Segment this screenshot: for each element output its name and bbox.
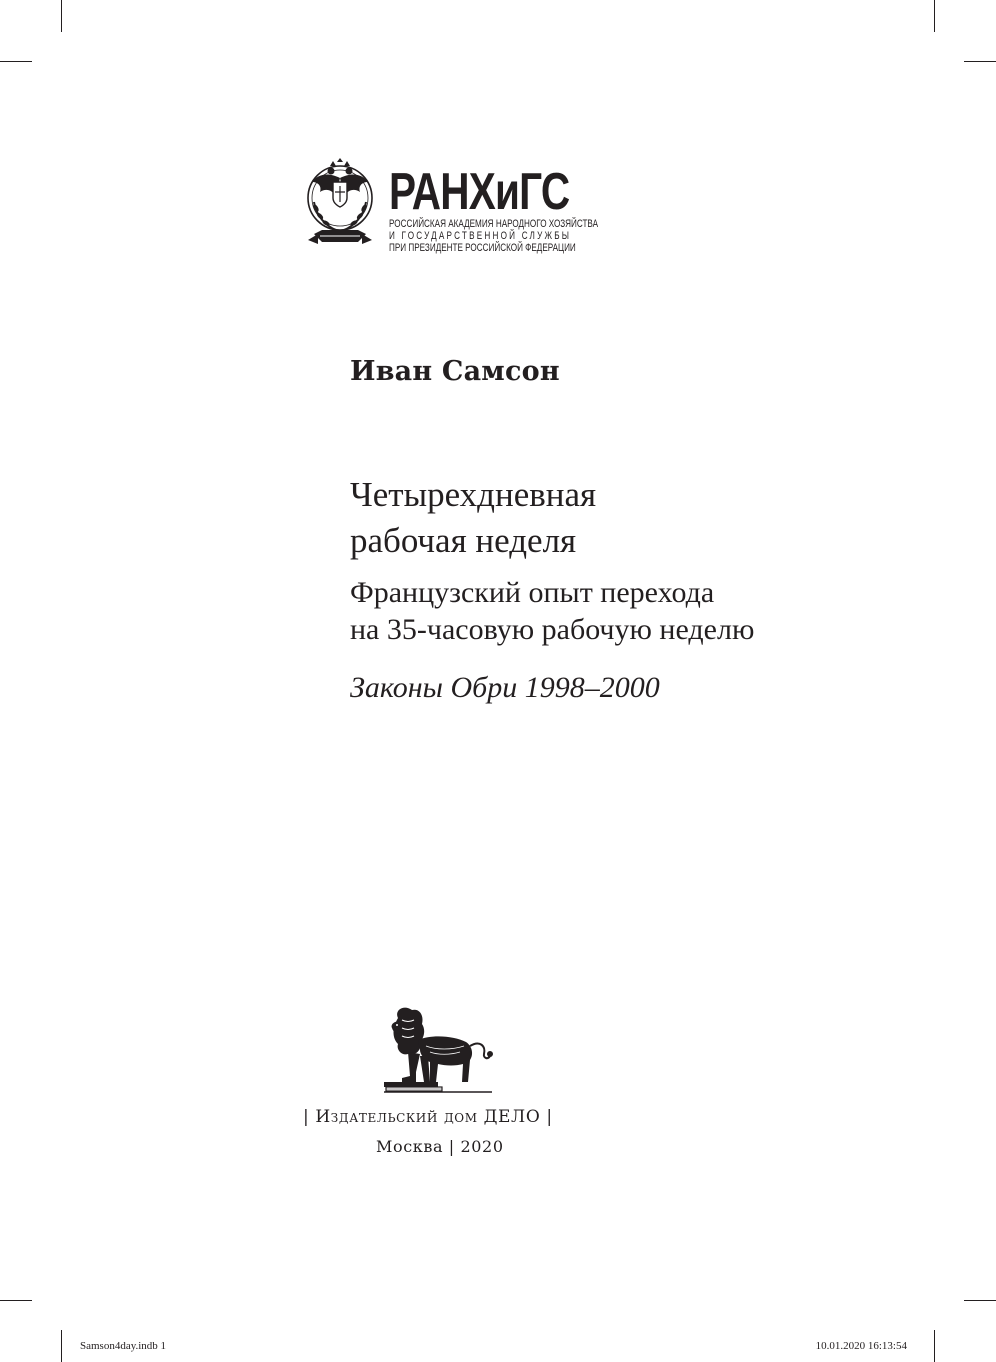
book-subtitle-line-1: Французский опыт перехода [350,576,715,609]
crop-mark-top-right-h [964,61,996,62]
ranepa-logo [300,158,600,258]
crop-mark-top-right-v [934,0,935,32]
lion-on-books-icon [380,1006,496,1096]
publisher-city-year: Москва | 2020 [376,1137,504,1156]
book-title [350,472,596,564]
publisher-name: | Издательский дом ДЕЛО | [303,1107,553,1127]
logo-title: РАНХиГС [389,163,570,221]
book-subtitle-line-2: на 35-часовую рабочую неделю [350,613,755,646]
crop-mark-bottom-right-h [964,1300,996,1301]
book-title-line-1: Четырехдневная [350,475,597,514]
logo-subtitle-line-2: И ГОСУДАРСТВЕННОЙ СЛУЖБЫ [389,230,572,242]
crop-mark-top-left-v [61,0,62,32]
crop-mark-bottom-left-v [61,1330,62,1362]
slug-file-name: Samson4day.indb 1 [80,1340,167,1352]
author-name: Иван Самсон [350,356,560,387]
logo-subtitle-line-1: РОССИЙСКАЯ АКАДЕМИЯ НАРОДНОГО ХОЗЯЙСТВА [389,218,599,230]
double-headed-eagle-emblem-icon [300,158,380,254]
slug-datetime: 10.01.2020 16:13:54 [815,1340,907,1352]
logo-subtitle-line-3: ПРИ ПРЕЗИДЕНТЕ РОССИЙСКОЙ ФЕДЕРАЦИИ [389,242,576,254]
book-title-line-2: рабочая неделя [350,521,577,560]
crop-mark-top-left-h [0,61,32,62]
laws-line: Законы Обри 1998–2000 [350,671,660,704]
crop-mark-bottom-right-v [934,1330,935,1362]
book-subtitle [350,574,754,648]
crop-mark-bottom-left-h [0,1300,32,1301]
